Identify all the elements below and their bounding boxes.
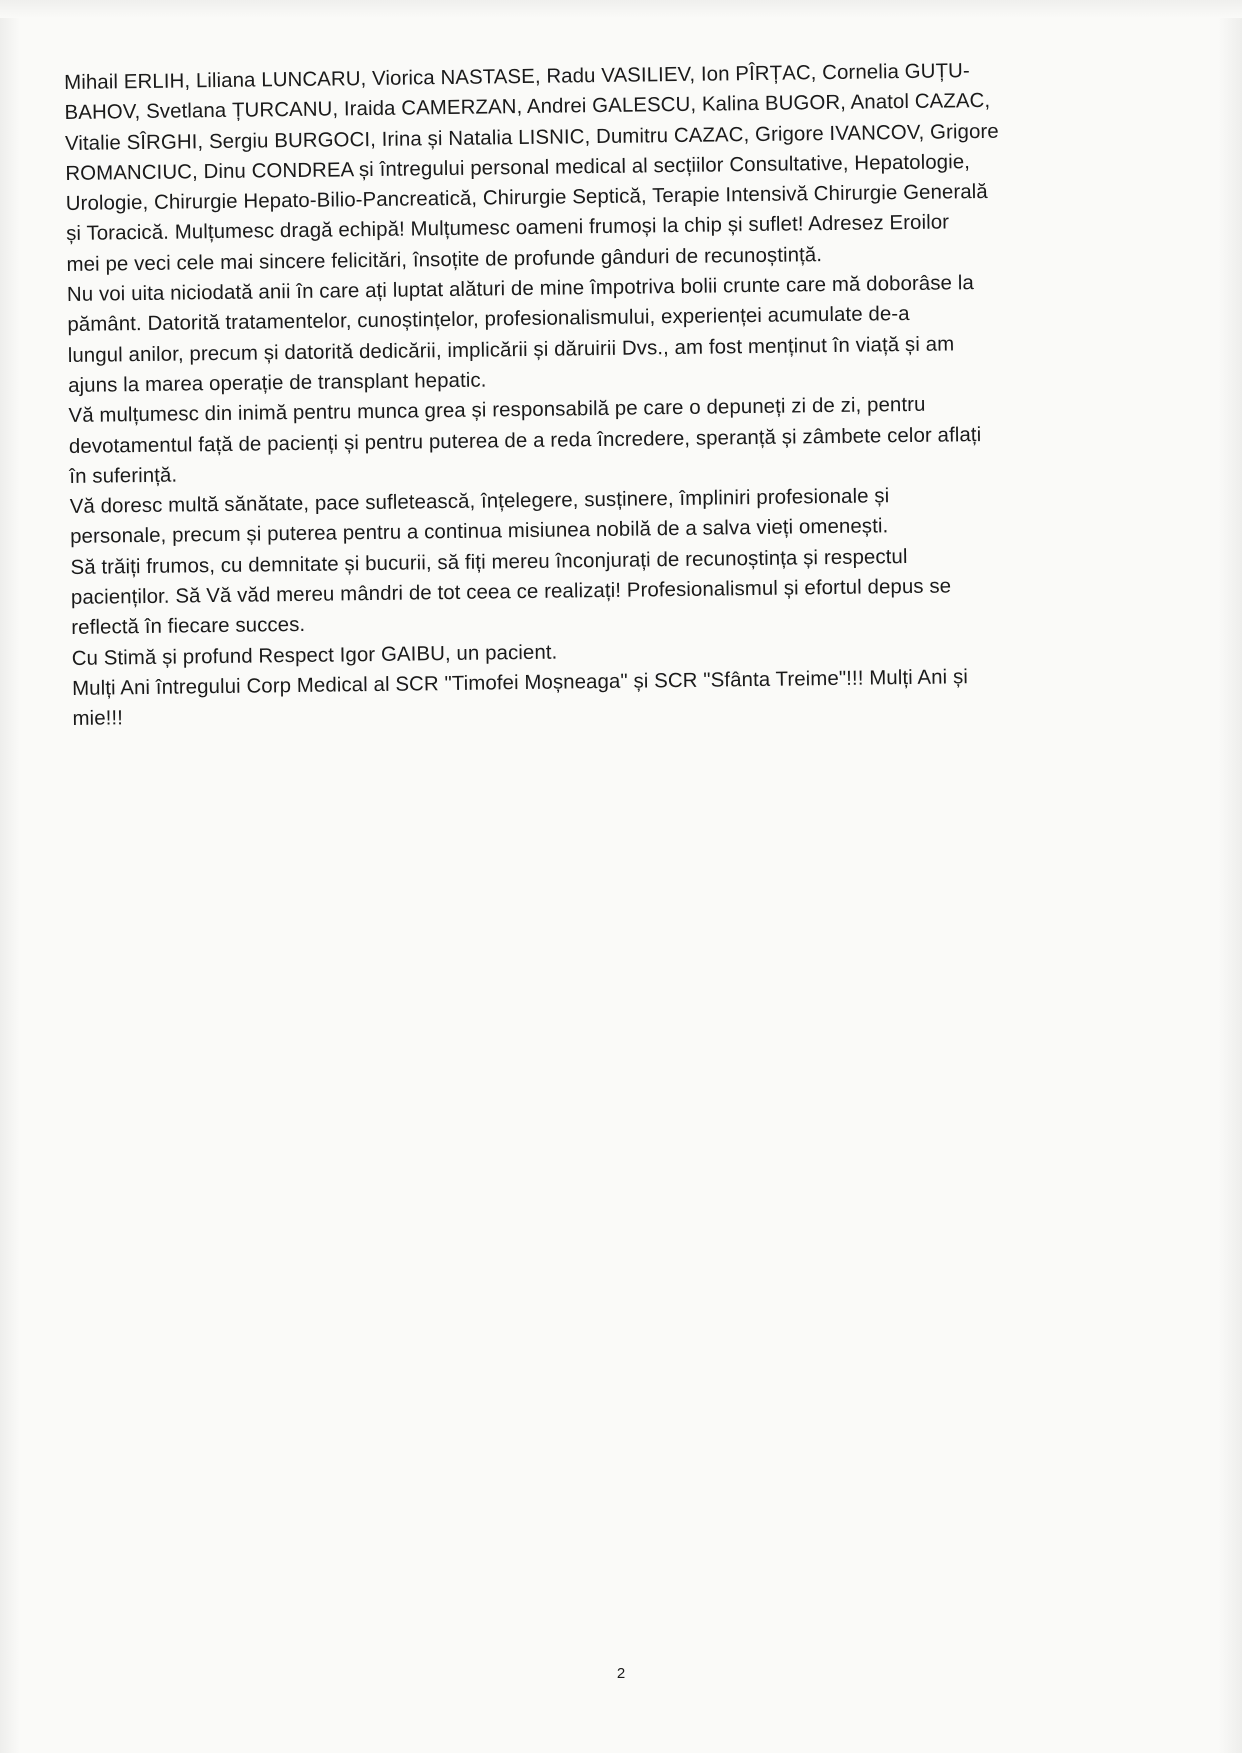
text-line: Mihail ERLIH, Liliana LUNCARU, Viorica NASTASE, Radu VASILIEV, Ion PÎRȚAC, Cornelia GUȚU- xyxy=(64,60,970,94)
page-number: 2 xyxy=(616,1665,626,1682)
text-line: BAHOV, Svetlana ȚURCANU, Iraida CAMERZAN, Andrei GALESCU, Kalina BUGOR, Anatol CAZAC, xyxy=(64,90,991,125)
text-line: pacienților. Să Vă văd mereu mândri de tot ceea ce realizați! Profesionalismul și efortul depus se xyxy=(70,575,952,610)
scan-edge-left xyxy=(0,0,20,1753)
text-line: Vitalie SÎRGHI, Sergiu BURGOCI, Irina și Natalia LISNIC, Dumitru CAZAC, Grigore IVANCOV, Grigore xyxy=(64,120,999,155)
text-line: mie!!! xyxy=(72,707,124,731)
text-line: personale, precum și puterea pentru a continua misiunea nobilă de a salva vieți omenești. xyxy=(70,515,889,549)
scan-edge-right xyxy=(1218,0,1242,1753)
text-line: ROMANCIUC, Dinu CONDREA și întregului personal medical al secțiilor Consultative, Hepatologie, xyxy=(65,151,971,185)
scan-edge-top xyxy=(0,0,1242,18)
signature-line: Cu Stimă și profund Respect Igor GAIBU, un pacient. xyxy=(71,641,558,670)
text-line: și Toracică. Mulțumesc dragă echipă! Mulțumesc oameni frumoși la chip și suflet! Adresez Eroilor xyxy=(66,211,950,246)
letter-body xyxy=(64,54,1169,735)
text-line: devotamentul față de pacienți și pentru puterea de a reda încredere, speranță și zâmbete celor aflați xyxy=(68,423,982,458)
text-line: Să trăiți frumos, cu demnitate și bucurii, să fiți mereu înconjurați de recunoștința și respectul xyxy=(70,545,908,579)
text-line: Urologie, Chirurgie Hepato-Bilio-Pancreatică, Chirurgie Septică, Terapie Intensivă Chirurgie Generală xyxy=(65,181,988,216)
text-line: pământ. Datorită tratamentelor, cunoștințelor, profesionalismului, experienței acumulate de-a xyxy=(67,303,910,337)
text-line: Mulți Ani întregului Corp Medical al SCR "Timofei Moșneaga" și SCR "Sfânta Treime"!!! Mulți Ani și xyxy=(71,666,969,700)
text-line: mei pe veci cele mai sincere felicitări, însoțite de profunde gânduri de recunoștință. xyxy=(66,243,823,276)
text-line: reflectă în fiecare succes. xyxy=(71,614,306,640)
text-line: Vă doresc multă sănătate, pace sufletească, înțelegere, susținere, împliniri profesionale și xyxy=(69,485,890,519)
text-line: Vă mulțumesc din inimă pentru munca grea și responsabilă pe care o depuneți zi de zi, pentru xyxy=(68,394,926,428)
text-line: ajuns la marea operație de transplant hepatic. xyxy=(68,369,487,397)
text-line: Nu voi uita niciodată anii în care ați luptat alături de mine împotriva bolii crunte care mă doborâse la xyxy=(66,272,974,307)
text-line: lungul anilor, precum și datorită dedicării, implicării și dăruirii Dvs., am fost menținut în viață și am xyxy=(67,333,955,367)
text-line: în suferință. xyxy=(69,464,178,488)
